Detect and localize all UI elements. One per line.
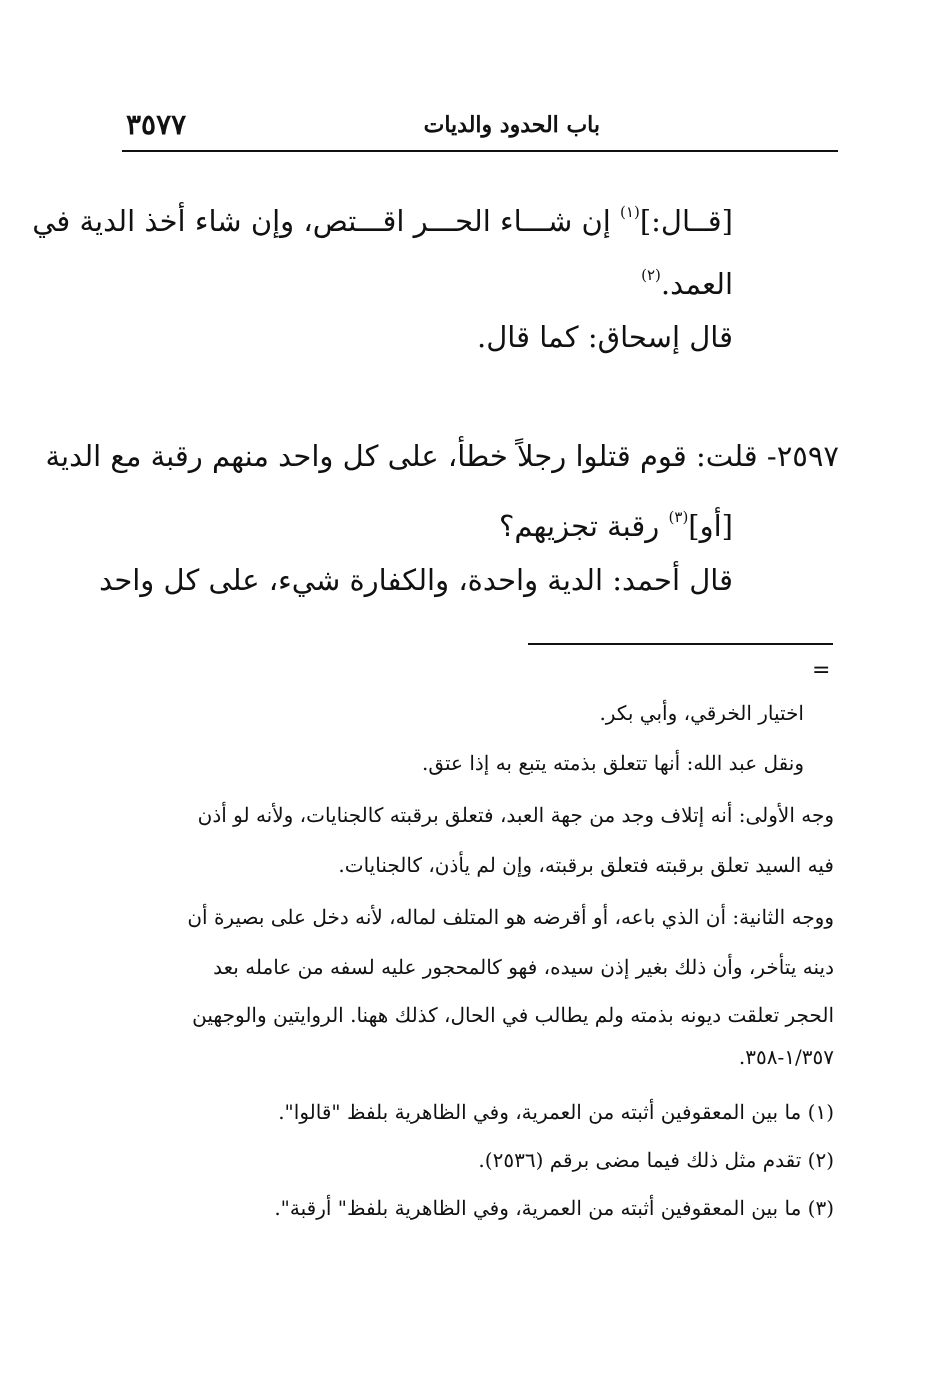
- main-line-1: [32, 192, 733, 241]
- footnote-cont-line-1: اختيار الخرقي، وأبي بكر.: [599, 701, 804, 725]
- answer-ahmad: قال أحمد: الدية واحدة، والكفارة شيء، على كل واحد: [99, 563, 733, 597]
- main-text: رقبة تجزيهم؟: [498, 509, 669, 543]
- footnote-ref-3: (٣): [668, 508, 689, 526]
- footnote-cont-line-7: الحجر تعلقت ديونه بذمته ولم يطالب في الحال، كذلك ههنا. الروايتين والوجهين: [192, 1003, 834, 1027]
- footnote-cont-line-4: فيه السيد تعلق برقبته فتعلق برقبته، وإن لم يأذن، كالجنايات.: [338, 853, 834, 877]
- footnote-separator: [528, 643, 833, 645]
- main-line-2: [641, 255, 733, 304]
- main-text: العمد.: [660, 267, 733, 301]
- main-line-5: [499, 497, 733, 546]
- footnote-cont-line-2: ونقل عبد الله: أنها تتعلق بذمته يتبع به إذا عتق.: [421, 751, 804, 775]
- footnote-2: (٢) تقدم مثل ذلك فيما مضى برقم (٢٥٣٦).: [478, 1148, 834, 1172]
- footnote-cont-line-8: ١/٣٥٧-٣٥٨.: [738, 1045, 834, 1069]
- main-line-3: قال إسحاق: كما قال.: [476, 320, 733, 354]
- main-text: إن شـــاء الحـــر اقـــتص، وإن شاء أخذ الدية في: [32, 204, 621, 238]
- bracketed-word: [قــال:]: [639, 204, 733, 238]
- running-header: [120, 108, 840, 148]
- header-rule: [122, 150, 838, 152]
- footnote-cont-line-6: دينه يتأخر، وأن ذلك بغير إذن سيده، فهو كالمحجور عليه لسفه من عامله بعد: [213, 955, 834, 979]
- question-2597: ٢٥٩٧- قلت: قوم قتلوا رجلاً خطأ، على كل واحد منهم رقبة مع الدية: [45, 439, 839, 473]
- continuation-mark: =: [812, 658, 831, 683]
- page-number: ٣٥٧٧: [126, 108, 187, 141]
- footnote-cont-line-5: ووجه الثانية: أن الذي باعه، أو أقرضه هو المتلف لماله، لأنه دخل على بصيرة أن: [187, 905, 834, 929]
- bracketed-word: [أو]: [688, 509, 733, 543]
- footnote-ref-2: (٢): [641, 266, 661, 284]
- footnote-3: (٣) ما بين المعقوفين أثبته من العمرية، وفي الظاهرية بلفظ" أرقبة".: [274, 1196, 834, 1220]
- footnote-cont-line-3: وجه الأولى: أنه إتلاف وجد من جهة العبد، فتعلق برقبته كالجنايات، ولأنه لو أذن: [197, 803, 834, 827]
- footnote-1: (١) ما بين المعقوفين أثبته من العمرية، وفي الظاهرية بلفظ "قالوا".: [278, 1100, 834, 1124]
- footnote-ref-1: (١): [620, 203, 640, 221]
- chapter-title: باب الحدود والديات: [423, 112, 600, 138]
